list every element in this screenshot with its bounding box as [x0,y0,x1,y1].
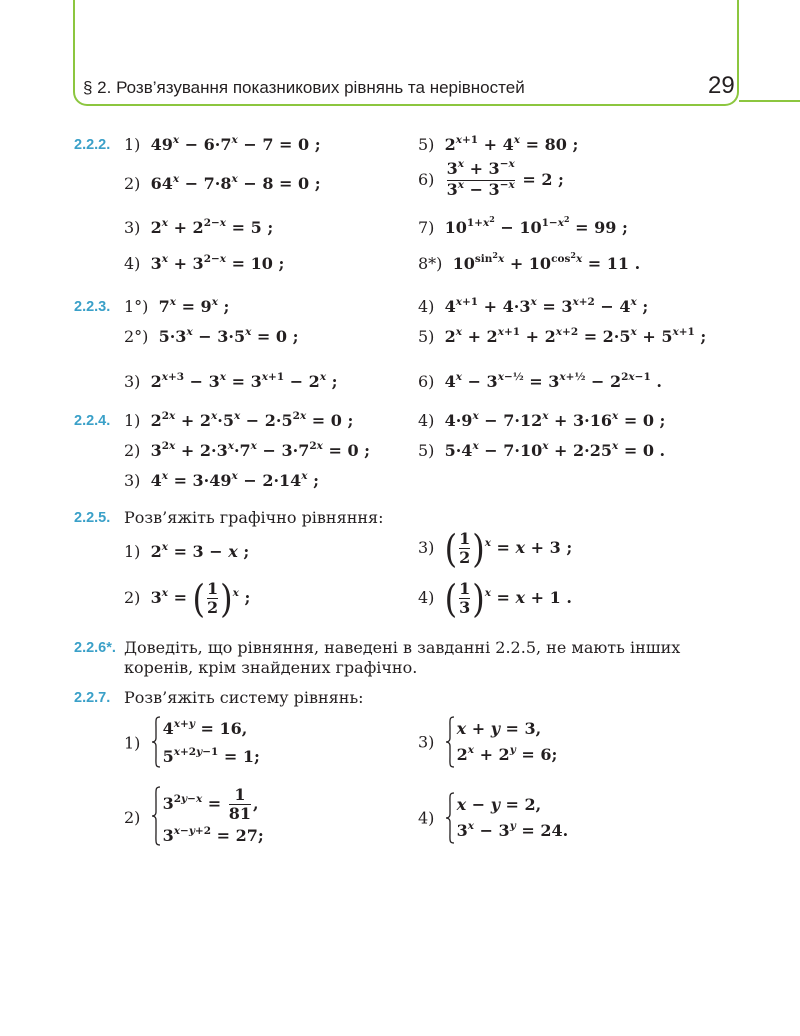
equation-2-2-3-2: 2°) $5\cdot 3^x - 3\cdot 5^x = 0$ ; [124,326,299,346]
equation-2-2-5-1: 1) $2^x = 3 - x$ ; [124,541,250,561]
problem-text-2-2-6-line1: Доведіть, що рівняння, наведені в завданні 2.2.5, не мають інших [124,638,681,657]
equation-2-2-2-7: 7) $10^{1+x^2} - 10^{1-x^2} = 99$ ; [418,214,628,237]
equation-2-2-4-3: 3) $4^x = 3\cdot 49^x - 2\cdot 14^x$ ; [124,470,320,490]
page-number: 29 [708,72,735,99]
equation-2-2-5-2: 2) $3^x$ = ( $\frac{1}{2}$ )$^x$ ; [124,575,251,622]
problem-number-2-2-3: 2.2.3. [74,299,111,315]
equation-2-2-2-8: 8*) $10^{sin^2x} + 10^{cos^2x} = 11$ . [418,250,641,273]
header-rule [739,100,800,102]
equation-2-2-4-5: 5) $5\cdot 4^x - 7\cdot 10^x + 2\cdot 25^x = 0$ . [418,440,666,460]
system-2-2-7-1: 1) $4^{x+y} = 16$, $5^{x+2y-1} = 1$; [124,718,260,766]
system-2-2-7-3: 3) x + y = 3, $2^x + 2^y = 6$; [418,716,557,770]
equation-2-2-5-4: 4) ( $\frac{1}{3}$ )$^x$ = x + 1 . [418,575,572,622]
equation-2-2-2-5: 5) $2^{x+1} + 4^x = 80$ ; [418,134,579,154]
equation-2-2-2-2: 2) $64^x - 7\cdot 8^x - 8 = 0$ ; [124,173,321,193]
problem-number-2-2-6: 2.2.6*. [74,640,116,656]
equation-2-2-3-1: 1°) $7^x = 9^x$ ; [124,296,230,316]
problem-number-2-2-4: 2.2.4. [74,413,111,429]
problem-number-2-2-5: 2.2.5. [74,510,111,526]
problem-number-2-2-2: 2.2.2. [74,137,111,153]
equation-2-2-2-4: 4) $3^x + 3^{2-x} = 10$ ; [124,253,285,273]
equation-2-2-2-6: 6) $\frac{3^x + 3^{-x}}{3^x - 3^{-x}}$ = 2 ; [418,158,564,199]
equation-2-2-3-3: 3) $2^{x+3} - 3^x = 3^{x+1} - 2^x$ ; [124,371,338,391]
problem-text-2-2-7: Розв’яжіть систему рівнянь: [124,688,364,707]
system-2-2-7-4: 4) x − y = 2, $3^x - 3^y = 24$. [418,792,568,846]
equation-2-2-4-4: 4) $4\cdot 9^x - 7\cdot 12^x + 3\cdot 16^x = 0$ ; [418,410,666,430]
equation-2-2-5-3: 3) ( $\frac{1}{2}$ )$^x$ = x + 3 ; [418,525,573,572]
page-header: § 2. Розв’язування показникових рівнянь та нерівностей [83,78,525,97]
equation-2-2-4-1: 1) $2^{2x} + 2^x\cdot 5^x - 2\cdot 5^{2x} = 0$ ; [124,410,354,430]
problem-text-2-2-6-line2: коренів, крім знайдених графічно. [124,658,418,677]
equation-2-2-3-6: 6) $4^x - 3^{x-\frac{1}{2}} = 3^{x+\frac{1}{2}} - 2^{2x-1}$ . [418,371,662,391]
equation-2-2-3-4: 4) $4^{x+1} + 4\cdot 3^x = 3^{x+2} - 4^x$ ; [418,296,649,316]
equation-2-2-4-2: 2) $3^{2x} + 2\cdot 3^x\cdot 7^x - 3\cdot 7^{2x} = 0$ ; [124,440,371,460]
system-2-2-7-2: 2) $3^{2y-x}$ = $\frac{1}{81}$ , $3^{x-y+2} = 27$; [124,785,264,845]
problem-number-2-2-7: 2.2.7. [74,690,111,706]
problem-text-2-2-5: Розв’яжіть графічно рівняння: [124,508,384,527]
equation-2-2-2-3: 3) $2^x + 2^{2-x} = 5$ ; [124,217,274,237]
equation-2-2-2-1: 1) $49^x - 6\cdot 7^x - 7 = 0$ ; [124,134,321,154]
equation-2-2-3-5: 5) $2^x + 2^{x+1} + 2^{x+2} = 2\cdot 5^x + 5^{x+1}$ ; [418,326,707,346]
